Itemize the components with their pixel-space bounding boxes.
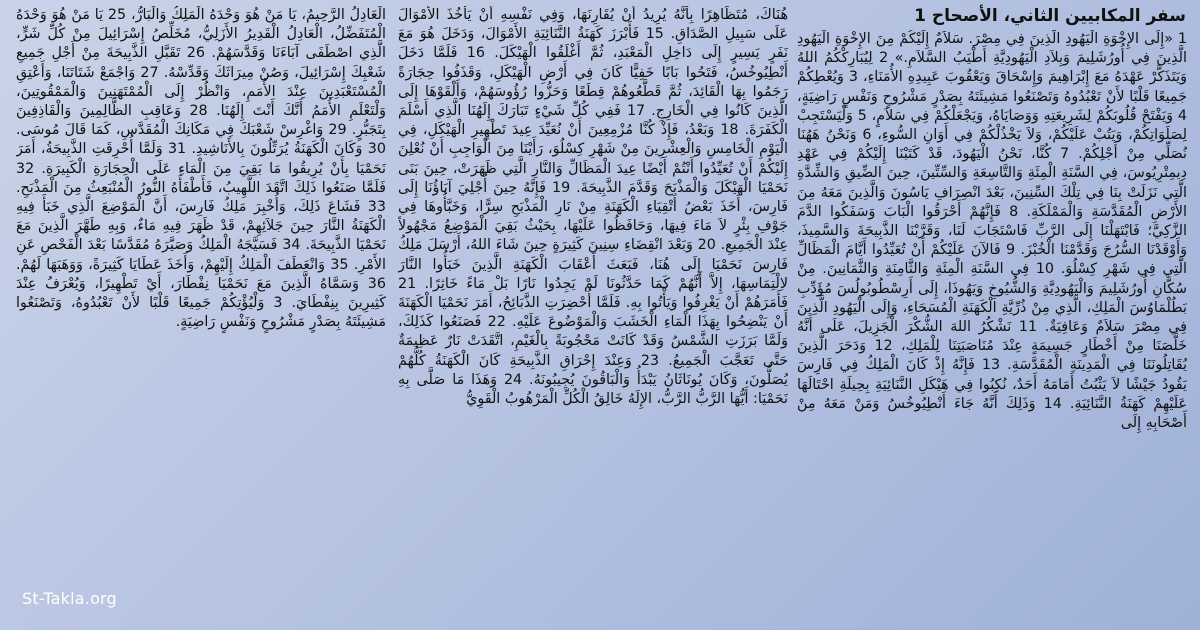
text-column-right: 1 «إِلَى الإِخْوَةِ الْيَهُودِ الَّذِينَ فِي مِصْرَ. سَلاَمٌ إِلَيْكُمْ مِنَ الإِخْوَةِ الْيَهُودِ الَّذِينَ فِي أُورُشَلِيمَ وَبِلاَدِ الْيَهُودِيَّةِ أَطْيَبُ السَّلاَمِ.» 2 لِيُبَارِكْكُمُ اللهُ وَيَتَذَكَّرْ عَهْدَهُ مَعَ إِبْرَاهِيمَ وَإِسْحَاقَ وَيَعْقُوبَ عَبِيدِهِ الأُمَنَاءِ، 3 وَيُعْطِكُمْ جَمِيعًا قَلْبًا لأَنْ تَعْبُدُوهُ وَتَصْنَعُوا مَشِيئَتَهُ بِصَدْرٍ مَشْرُوحٍ وَنَفْسٍ رَاضِيَةٍ، 4 وَيَفْتَحْ قُلُوبَكُمْ لِشَرِيعَتِهِ وَوَصَايَاهُ، وَيَجْعَلْكُمْ فِي سَلاَمٍ، 5 وَلْيَسْتَجِبْ لِصَلَوَاتِكُمْ، وَيَتُبْ عَلَيْكُمْ، وَلاَ يَخْذُلْكُمْ فِي أَوَانِ السُّوءِ، 6 وَنَحْنُ هَهُنَا نُصَلِّي مِنْ أَجْلِكُمْ. 7 كُنَّا، نَحْنُ الْيَهُودَ، قَدْ كَتَبْنَا إِلَيْكُمْ فِي عَهْدِ دِيمِتْرِيُوسَ، فِي السَّنَةِ الْمِئَةِ وَالتَّاسِعَةِ وَالسِّتِّينَ، حِينَ الضِّيقِ وَالشِّدَّةِ الَّتِي نَزَلَتْ بِنَا فِي تِلْكَ السِّنِينَ، بَعْدَ انْصِرَافِ يَاسُونَ وَالَّذِينَ مَعَهُ مِنَ الأَرْضِ الْمُقَدَّسَةِ وَالْمَمْلَكَةِ. 8 فَإِنَّهُمْ أَحْرَقُوا الْبَابَ وَسَفَكُوا الدَّمَ الزَّكِيَّ؛ فَابْتَهَلْنَا إِلَى الرَّبِّ فَاسْتَجَابَ لَنَا، وَقَرَّبْنَا الذَّبِيحَةَ وَالسَّمِيذَ، وَأَوْقَدْنَا السُّرُجَ وَقَدَّمْنَا الْخُبْزَ. 9 فَالآنَ عَلَيْكُمْ أَنْ تُعَيِّدُوا أَيَّامَ الْمَظَالِّ الَّتِي فِي شَهْرِ كِسْلُوَ. 10 فِي السَّنَةِ الْمِئَةِ وَالثَّامِنَةِ وَالثَّمَانِينَ. مِنْ سُكَّانِ أُورُشَلِيمَ وَالْيَهُودِيَّةِ وَالشُّيُوخِ وَيَهُوذَا، إِلَى أَرِسْطُوبُولُسَ مُؤَدِّبِ بَطُلْمَاوُسَ الْمَلِكِ، الَّذِي مِنْ ذُرِّيَّةِ الْكَهَنَةِ الْمُسَحَاءِ، وَإِلَى الْيَهُودِ الَّذِينَ فِي مِصْرَ سَلاَمٌ وَعَافِيَةٌ. 11 نَشْكُرُ اللهَ الشُّكْرَ الْجَزِيلَ، عَلَى أَنَّهُ خَلَّصَنَا مِنْ أَخْطَارٍ جَسِيمَةٍ عِنْدَ مُنَاصَبَتِنَا لِلْمَلِكِ، 12 وَدَحَرَ الَّذِينَ يُقَاتِلُونَنَا فِي الْمَدِينَةِ الْمُقَدَّسَةِ. 13 فَإِنَّهُ إِذْ كَانَ الْمَلِكُ فِي فَارِسَ يَقُودُ جَيْشًا لاَ يَثْبُتُ أَمَامَهُ أَحَدٌ، نُكِبُوا فِي هَيْكَلِ النَّنَائِيَةِ بِحِيلَةِ احْتَالَهَا عَلَيْهِمْ كَهَنَةُ النَّنَائِيَةِ. 14 وَذَلِكَ أَنَّهُ جَاءَ أَنْطِيُوخُسُ وَمَنْ مَعَهُ مِنْ أَصْحَابِهِ إِلَى xyxy=(797,31,1187,432)
chapter-title: سفر المكابيين الثاني، الأصحاح 1 xyxy=(914,6,1186,26)
text-column-middle: هُنَاكَ، مُتَظَاهِرًا بِأَنَّهُ يُرِيدُ أَنْ يُقَارِنَهَا، وَفِي نَفْسِهِ أَنْ يَأْخُذَ الأَمْوَالَ عَلَى سَبِيلِ الصَّدَاقِ. 15 فَأَبْرَزَ كَهَنَةُ النَّنَائِيَةِ الأَمْوَالَ، وَدَخَلَ هُوَ مَعَ نَفَرٍ يَسِيرٍ إِلَى دَاخِلِ الْمَعْبَدِ، ثُمَّ أَغْلَقُوا الْهَيْكَلَ. 16 فَلَمَّا دَخَلَ أَنْطِيُوخُسُ، فَتَحُوا بَابًا خَفِيًّا كَانَ فِي أَرْضِ الْهَيْكَلِ، وَقَذَفُوا حِجَارَةً رَجَمُوا بِهَا الْقَائِدَ، ثُمَّ قَطَّعُوهُمْ قِطَعًا وَحَزُّوا رُؤُوسَهُمْ، وَأَلْقَوْهَا إِلَى الَّذِينَ كَانُوا فِي الْخَارِجِ. 17 فَفِي كُلِّ شَيْءٍ تَبَارَكَ إِلَهُنَا الَّذِي أَسْلَمَ الْكَفَرَةَ. 18 وَبَعْدُ، فَإِذْ كُنَّا مُزْمِعِينَ أَنْ نُعَيِّدَ عِيدَ تَطْهِيرِ الْهَيْكَلِ، فِي الْيَوْمِ الْخَامِسِ وَالْعِشْرِينَ مِنْ شَهْرِ كِسْلُوَ، رَأَيْنَا مِنَ الْوَاجِبِ أَنْ نُعْلِنَ إِلَيْكُمْ أَنْ تُعَيِّدُوا أَنْتُمْ أَيْضًا عِيدَ الْمَظَالِّ وَالنَّارِ الَّتِي ظَهَرَتْ، حِينَ بَنَى نَحَمْيَا الْهَيْكَلَ وَالْمَذْبَحَ وَقَدَّمَ الذَّبِيحَةَ. 19 فَإِنَّهُ حِينَ أُجْلِيَ آبَاؤُنَا إِلَى فَارِسَ، أَخَذَ بَعْضُ أَتْقِيَاءِ الْكَهَنَةِ مِنْ نَارِ الْمَذْبَحِ سِرًّا، وَخَبَّأُوهَا فِي جَوْفِ بِئْرٍ لاَ مَاءَ فِيهَا، وَحَافَظُوا عَلَيْهَا، بِحَيْثُ بَقِيَ الْمَوْضِعُ مَجْهُولاً عِنْدَ الْجَمِيعِ. 20 وَبَعْدَ انْقِضَاءِ سِنِينَ كَثِيرَةٍ حِينَ شَاءَ اللهُ، أَرْسَلَ مَلِكُ فَارِسَ نَحَمْيَا إِلَى هُنَا، فَبَعَثَ أَعْقَابَ الْكَهَنَةِ الَّذِينَ خَبَأُوا النَّارَ لاِلْتِمَاسِهَا، إِلاَّ أَنَّهُمْ كَمَا حَدَّثُونَا لَمْ يَجِدُوا نَارًا بَلْ مَاءً خَاثِرًا. 21 فَأَمَرَهُمْ أَنْ يَغْرِفُوا وَيَأْتُوا بِهِ. فَلَمَّا أُحْضِرَتِ الذَّبَائِحُ، أَمَرَ نَحَمْيَا الْكَهَنَةَ أَنْ يَنْضِحُوا بِهَذَا الْمَاءِ الْخَشَبَ وَالْمَوْضُوعَ عَلَيْهِ. 22 فَصَنَعُوا كَذَلِكَ، وَلَمَّا بَرَزَتِ الشَّمْسُ وَقَدْ كَانَتْ مَحْجُوبَةً بِالْغَيْمِ، اتَّقَدَتْ نَارٌ عَظِيمَةٌ حَتَّى تَعَجَّبَ الْجَمِيعُ. 23 وَعِنْدَ إِحْرَاقِ الذَّبِيحَةِ كَانَ الْكَهَنَةُ كُلُّهُمْ يُصَلُّونَ، وَكَانَ يُونَاثَانُ يَبْدَأُ وَالْبَاقُونَ يُجِيبُونَهُ. 24 وَهَذَا مَا صَلَّى بِهِ نَحَمْيَا: أَيُّهَا الرَّبُّ الرَّبُّ، الإِلَهُ خَالِقُ الْكُلِّ الْمَرْهُوبُ الْقَوِيُّ xyxy=(398,7,788,408)
text-column-left: الْعَادِلُ الرَّحِيمُ، يَا مَنْ هُوَ وَحْدَهُ الْمَلِكُ وَالْبَارُّ، 25 يَا مَنْ هُوَ وَحْدَهُ الْمُتَفَضِّلُ، الْعَادِلُ الْقَدِيرُ الأَزَلِيُّ، مُخَلِّصُ إِسْرَائِيلَ مِنْ كُلِّ شَرٍّ، الَّذِي اصْطَفَى آبَاءَنَا وَقَدَّسَهُمْ. 26 تَقَبَّلِ الذَّبِيحَةَ مِنْ أَجْلِ جَمِيعِ شَعْبِكَ إِسْرَائِيلَ، وَصُنْ مِيرَاثَكَ وَقَدِّسْهُ. 27 وَاجْمَعْ شَتَاتَنَا، وَأَعْتِقِ الْمُسْتَعْبَدِينَ عِنْدَ الأُمَمِ، وَانْظُرْ إِلَى الْمُمْتَهَنِينَ وَالْمَمْقُوتِينَ، وَلْتَعْلَمِ الأُمَمُ أَنَّكَ أَنْتَ إِلَهُنَا. 28 وَعَاقِبِ الظَّالِمِينَ وَالْقَاذِفِينَ بِتَجَبُّرٍ. 29 وَاغْرِسْ شَعْبَكَ فِي مَكَانِكَ الْمُقَدَّسِ، كَمَا قَالَ مُوسَى. 30 وَكَانَ الْكَهَنَةُ يُرَتِّلُونَ بِالأَنَاشِيدِ. 31 وَلَمَّا أُحْرِقَتِ الذَّبِيحَةُ، أَمَرَ نَحَمْيَا بِأَنْ يُرِيقُوا مَا بَقِيَ مِنَ الْمَاءِ عَلَى الْحِجَارَةِ الْكَبِيرَةِ. 32 فَلَمَّا صَنَعُوا ذَلِكَ اتَّقَدَ اللَّهِيبُ، فَأَطْفَأَهُ النُّورُ الْمُنْبَعِثُ مِنَ الْمَذْبَحِ. 33 فَشَاعَ ذَلِكَ، وَأُخْبِرَ مَلِكُ فَارِسَ، أَنَّ الْمَوْضِعَ الَّذِي خَبَأَ فِيهِ الْكَهَنَةُ النَّارَ حِينَ جَلاَئِهِمْ، قَدْ ظَهَرَ فِيهِ مَاءٌ، وَبِهِ طَهَّرَ الَّذِينَ مَعَ نَحَمْيَا الذَّبِيحَةَ. 34 فَسَيَّجَهُ الْمَلِكُ وَصَيَّرَهُ مُقَدَّسًا بَعْدَ الْفَحْصِ عَنِ الأَمْرِ. 35 وَانْعَطَفَ الْمَلِكُ إِلَيْهِمْ، وَأَخَذَ عَطَايَا كَثِيرَةً، وَوَهَبَهَا لَهُمْ. 36 وَسَمَّاهُ الَّذِينَ مَعَ نَحَمْيَا نِفْطَارَ، أَيْ تَطْهِيرًا، وَيُعْرَفُ عِنْدَ كَثِيرِينَ بِنِفْطَايَ. 3 وَلْيُؤْتِكُمْ جَمِيعًا قَلْبًا لأَنْ تَعْبُدُوهُ، وَتَصْنَعُوا مَشِيئَتَهُ بِصَدْرٍ مَشْرُوحٍ وَنَفْسٍ رَاضِيَةٍ. xyxy=(16,7,386,331)
site-watermark: St-Takla.org xyxy=(22,589,117,608)
